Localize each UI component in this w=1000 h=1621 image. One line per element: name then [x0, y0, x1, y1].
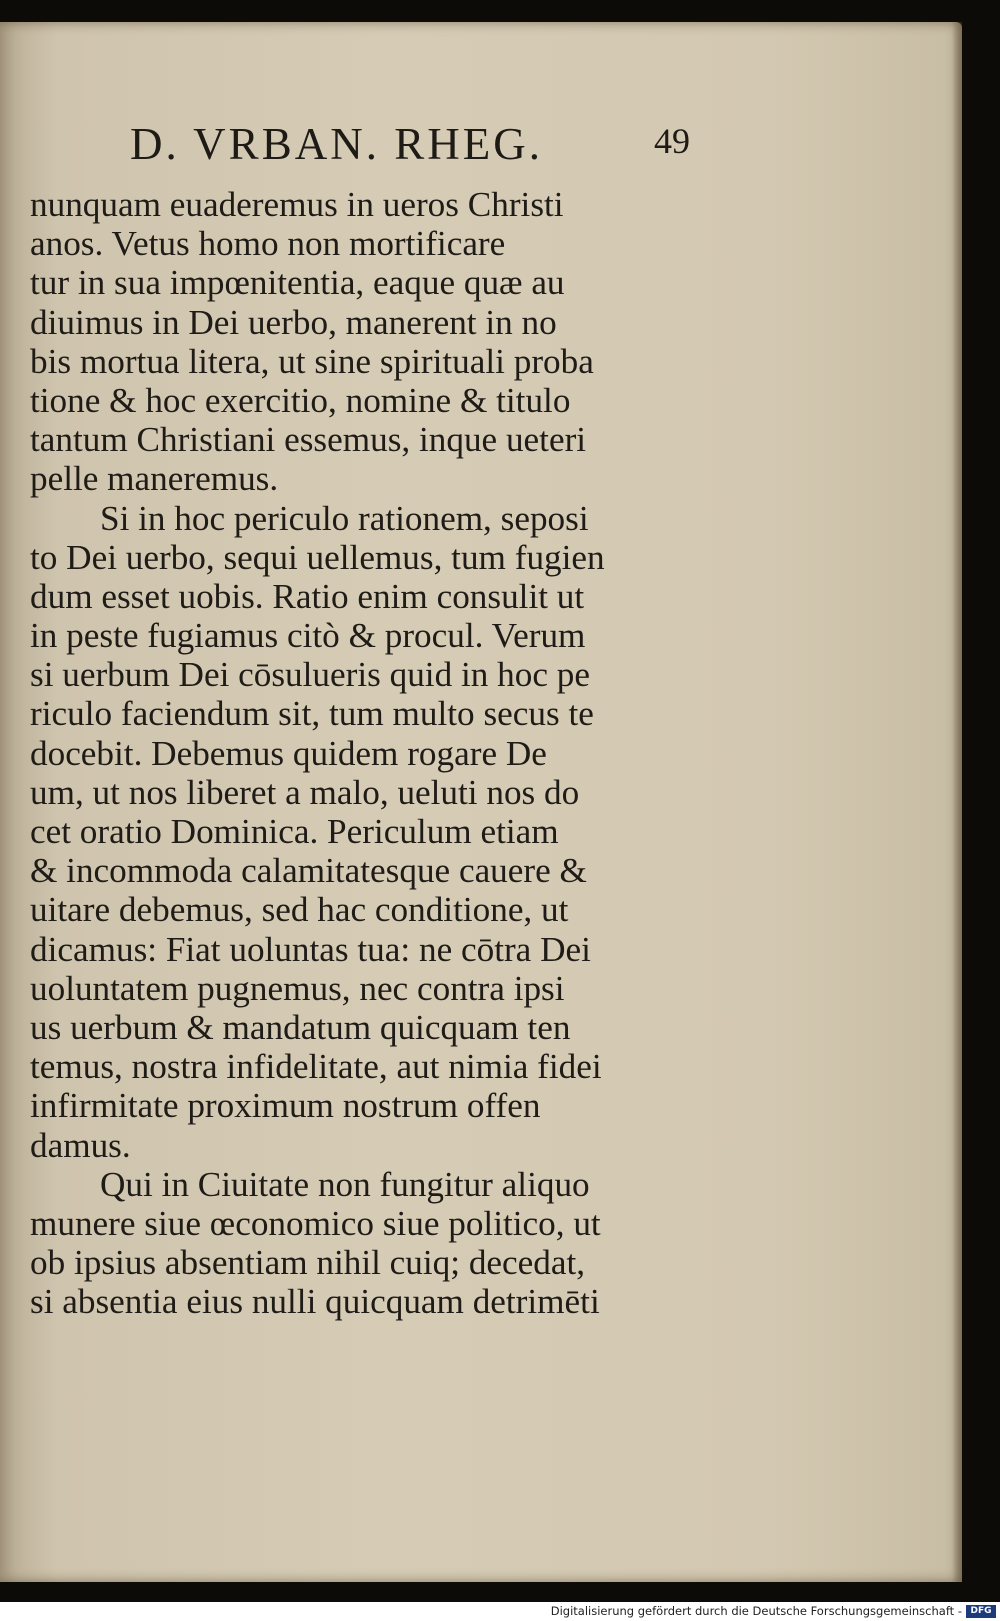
text-line: si absentia eius nulli quicquam detrimēti: [30, 1282, 600, 1322]
text-line: Si in hoc periculo rationem, seposi: [100, 498, 589, 538]
text-line: infirmitate proximum nostrum offen: [30, 1086, 541, 1126]
text-line: damus.: [30, 1125, 131, 1165]
text-line: tantum Christiani essemus, inque ueteri: [30, 420, 587, 460]
text-line: pelle maneremus.: [30, 459, 279, 499]
text-line: anos. Vetus homo non mortificare: [30, 224, 506, 264]
text-line: & incommoda calamitatesque cauere &: [30, 851, 587, 891]
text-line: in peste fugiamus citò & procul. Verum: [30, 616, 586, 656]
funding-credit: Digitalisierung gefördert durch die Deutsche Forschungsgemeinschaft -: [550, 1604, 962, 1618]
folio-number: 49: [654, 121, 690, 161]
text-line: tur in sua impœnitentia, eaque quæ au: [30, 263, 565, 303]
text-line: bis mortua litera, ut sine spirituali proba: [30, 341, 594, 381]
text-line: cet oratio Dominica. Periculum etiam: [30, 812, 559, 851]
text-line: Qui in Ciuitate non fungitur aliquo: [100, 1164, 590, 1204]
text-line: diuimus in Dei uerbo, manerent in no: [30, 302, 557, 342]
text-line: ob ipsius absentiam nihil cuiq; decedat,: [30, 1243, 586, 1283]
digitization-footer: [0, 1602, 1000, 1621]
text-line: temus, nostra infidelitate, aut nimia fidei: [30, 1047, 602, 1087]
text-line: dum esset uobis. Ratio enim consulit ut: [30, 576, 585, 616]
text-line: tione & hoc exercitio, nomine & titulo: [30, 380, 571, 420]
text-line: nunquam euaderemus in ueros Christi: [30, 185, 564, 224]
page-header: [130, 118, 690, 178]
text-line: dicamus: Fiat uoluntas tua: ne cōtra Dei: [30, 929, 591, 969]
text-line: munere siue œconomico siue politico, ut: [30, 1203, 601, 1243]
dfg-logo-icon: DFG: [966, 1605, 996, 1618]
text-line: si uerbum Dei cōsulueris quid in hoc pe: [30, 655, 590, 695]
text-line: us uerbum & mandatum quicquam ten: [30, 1007, 571, 1047]
text-line: to Dei uerbo, sequi uellemus, tum fugien: [30, 537, 605, 577]
text-line: riculo faciendum sit, tum multo secus te: [30, 694, 594, 734]
text-line: uitare debemus, sed hac conditione, ut: [30, 890, 569, 930]
text-line: um, ut nos liberet a malo, ueluti nos do: [30, 772, 580, 812]
page-edge-shadow: [952, 22, 962, 1582]
text-line: docebit. Debemus quidem rogare De: [30, 733, 547, 773]
book-page: [0, 22, 962, 1582]
running-head: D. VRBAN. RHEG.: [130, 119, 543, 169]
body-text: [30, 185, 702, 1321]
text-line: uoluntatem pugnemus, nec contra ipsi: [30, 968, 565, 1008]
